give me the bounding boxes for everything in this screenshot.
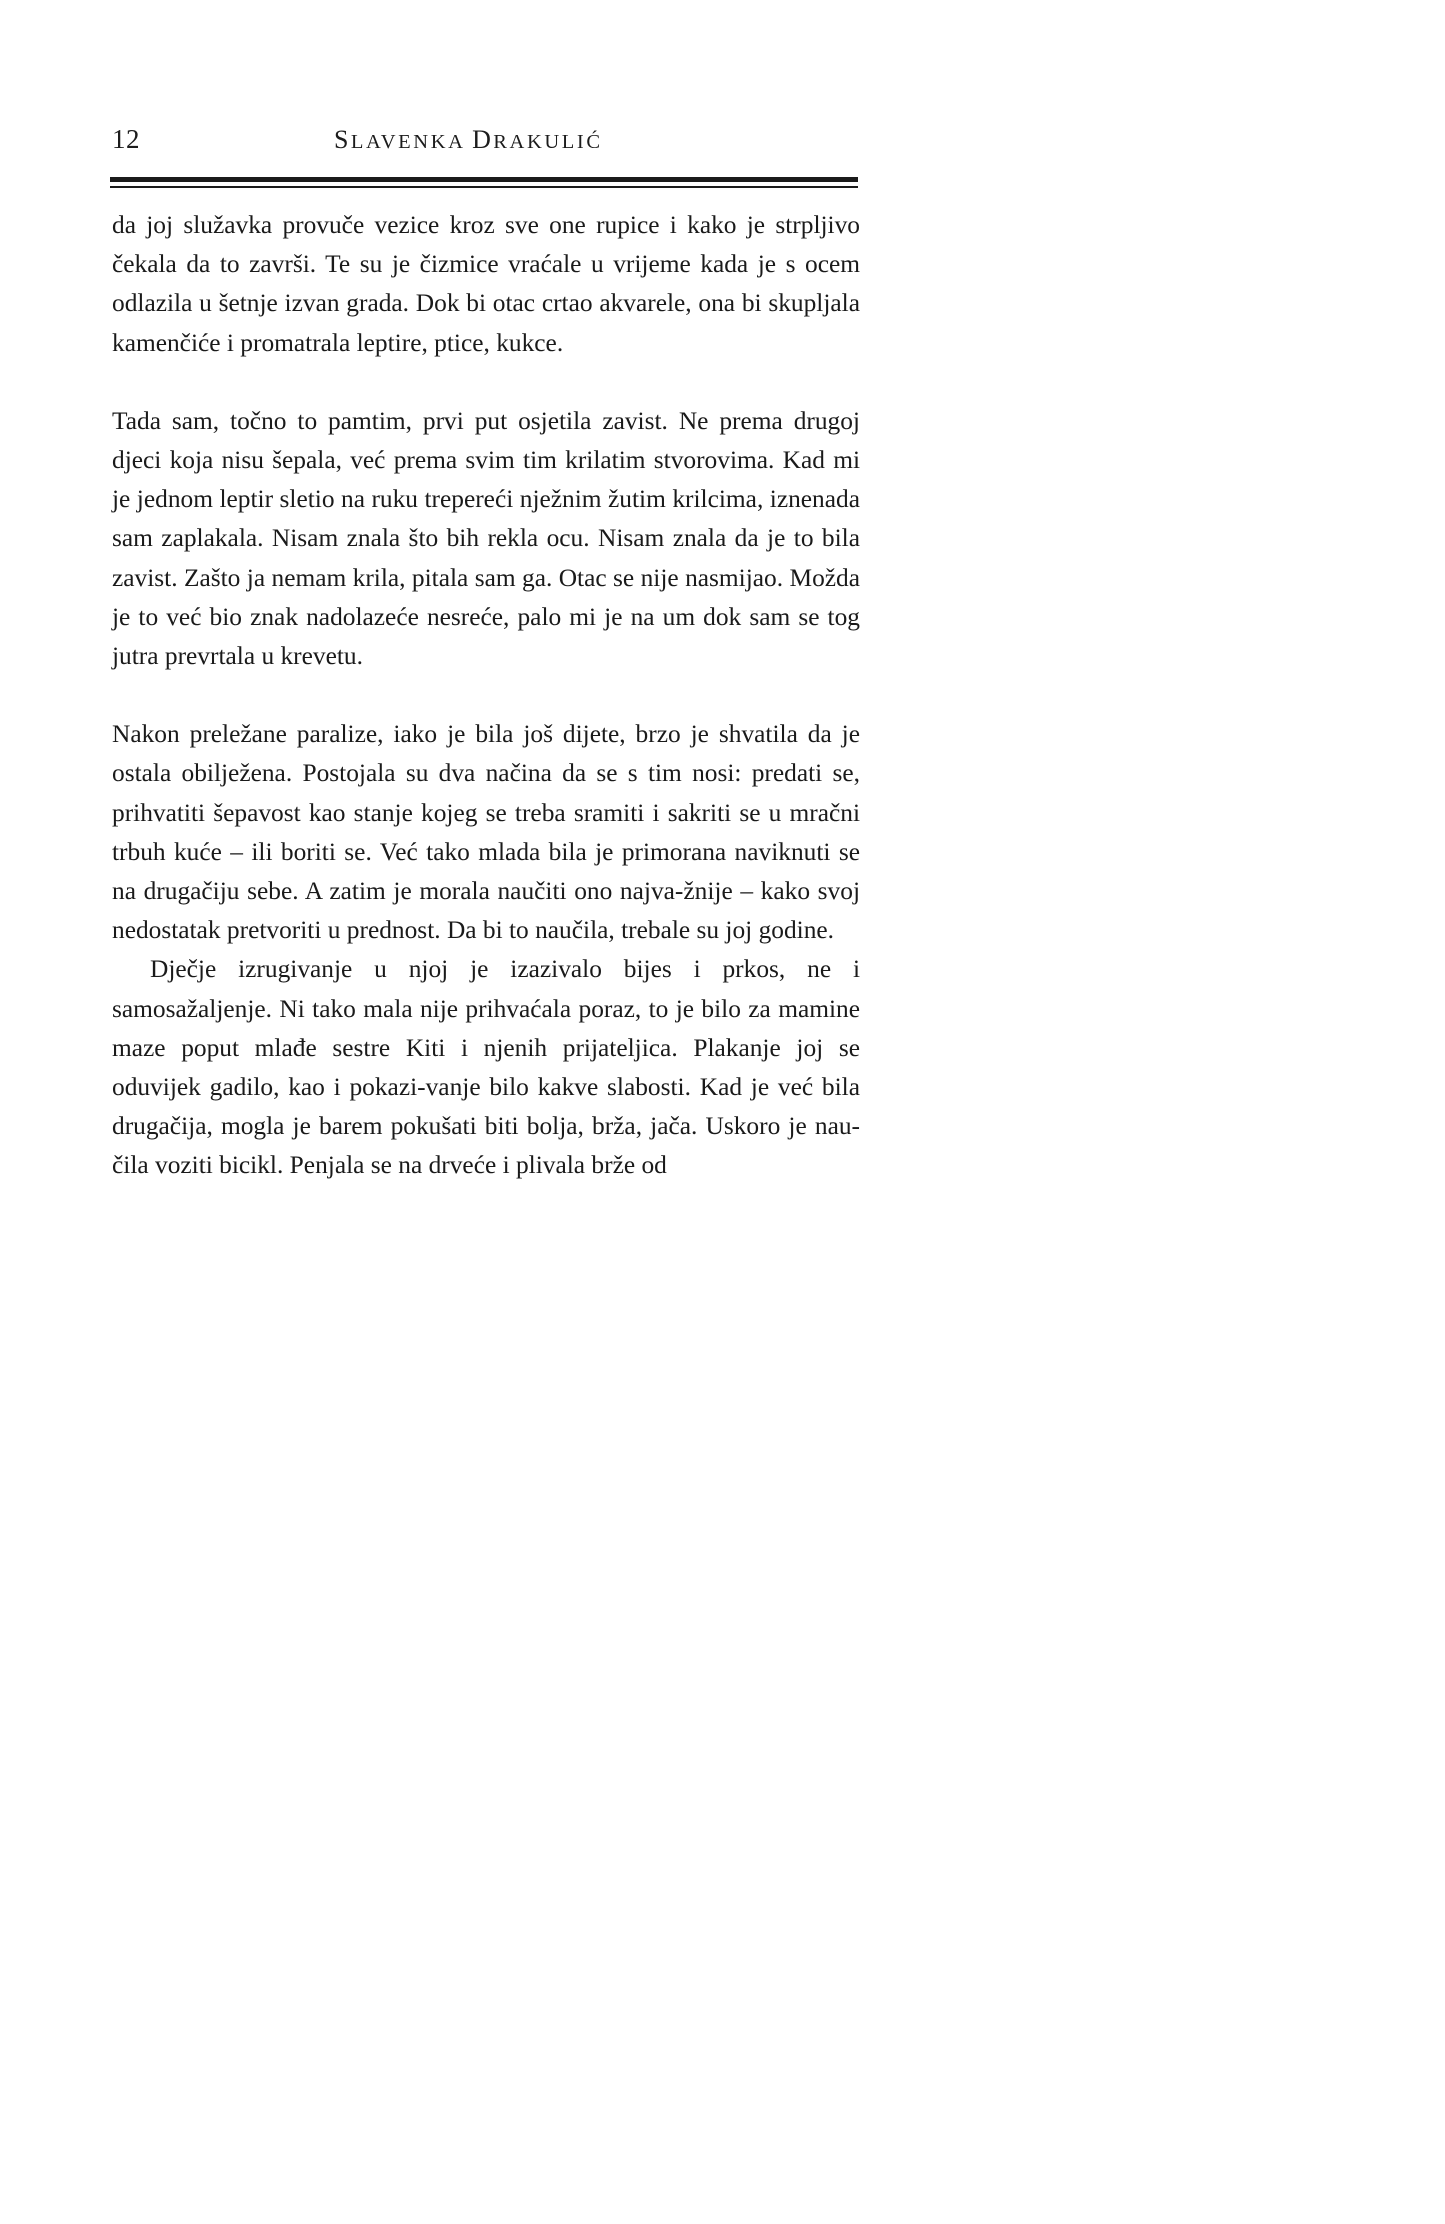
body-textblock (112, 206, 860, 1186)
header-double-rule (110, 177, 858, 188)
paragraph-3: Nakon preležane paralize, iako je bila još dijete, brzo je shvatila da je ostala obilježena. Postojala su dva načina da se s tim nosi: predati se, prihvatiti šepavost kao stanje kojeg se treba sramiti i sakriti se u mračni trbuh kuće – ili boriti se. Već tako mlada bila je primorana naviknuti se na drugačiju sebe. A zatim je morala naučiti ono najva-žnije – kako svoj nedostatak pretvoriti u prednost. Da bi to naučila, trebale su joj godine. (112, 720, 860, 945)
running-head-author (334, 123, 603, 159)
running-head-author-initial-d: D (472, 125, 494, 154)
header-rule-thin (110, 186, 858, 188)
paragraph-2: Tada sam, točno to pamtim, prvi put osjetila zavist. Ne prema drugoj djeci koja nisu šepala, već prema svim tim krilatim stvorovima. Kad mi je jednom leptir sletio na ruku trepereći nježnim žutim krilcima, iznenada sam zaplakala. Nisam znala što bih rekla ocu. Nisam znala da je to bila zavist. Zašto ja nemam krila, pitala sam ga. Otac se nije nasmijao. Možda je to već bio znak nadolazeće nesreće, palo mi je na um dok sam se tog jutra prevrtala u krevetu. (112, 406, 860, 671)
running-head-author-initial-s: S (334, 125, 351, 154)
running-head-author-surname-rest: RAKULIĆ (493, 131, 603, 153)
page-number: 12 (112, 124, 140, 154)
paragraph-1: da joj služavka provuče vezice kroz sve one rupice i kako je strpljivo čekala da to završi. Te su je čizmice vraćale u vrijeme kada je s ocem odlazila u šetnje izvan grada. Dok bi otac crtao akvarele, ona bi skupljala kamenčiće i promatrala leptire, ptice, kukce. (112, 211, 860, 357)
running-head-author-firstname-rest: LAVENKA (350, 131, 473, 153)
paragraph-4: Dječje izrugivanje u njoj je izazivalo bijes i prkos, ne i samosažaljenje. Ni tako mala nije prihvaćala poraz, to je bilo za mamine maze poput mlađe sestre Kiti i njenih prijateljica. Plakanje joj se oduvijek gadilo, kao i pokazi-vanje bilo kakve slabosti. Kad je već bila drugačija, mogla je barem pokušati biti bolja, brža, jača. Uskoro je nau-čila voziti bicikl. Penjala se na drveće i plivala brže od (112, 955, 860, 1180)
running-head (112, 122, 858, 166)
